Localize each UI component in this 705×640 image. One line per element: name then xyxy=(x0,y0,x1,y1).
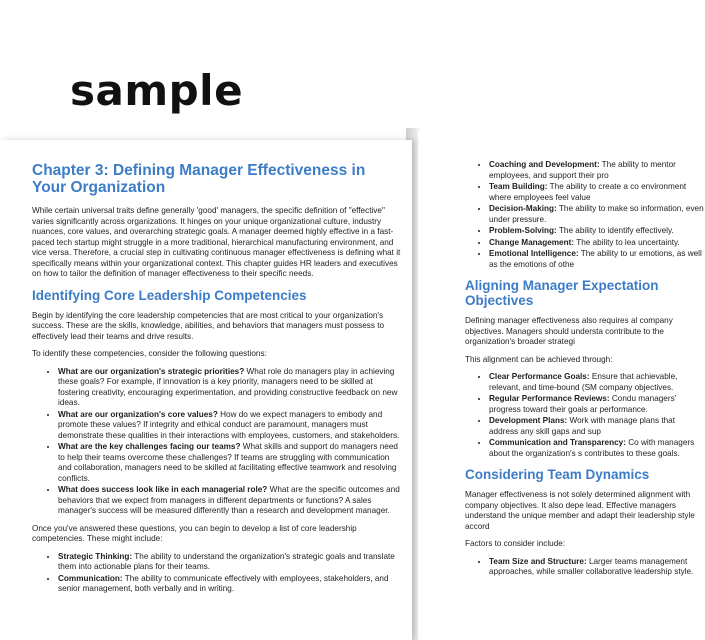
list-item: • What are our organization's core values? How do we expect managers to embody and promote these values? If integrity and ethical conduct are paramount, managers must demonstrate these qualities in their interactions with employees, customers, and stakeholders. xyxy=(58,410,402,442)
list-item: • Decision-Making: The ability to make so information, even under pressure. xyxy=(489,204,705,225)
list-item: • Strategic Thinking: The ability to understand the organization's strategic goals and translate them into actionable plans for their teams. xyxy=(58,552,402,573)
alignment-heading: Aligning Manager Expectation Objectives xyxy=(465,278,659,308)
list-item: • What are the key challenges facing our teams? What skills and support do managers need to help their teams overcome these challenges? If teams are struggling with communication and collaboration, managers need to be skilled at facilitating effective teamwork and resolving conflicts. xyxy=(58,442,402,484)
competencies-list xyxy=(32,552,402,595)
right-page xyxy=(418,130,704,640)
list-item: • Team Size and Structure: Larger teams management approaches, while smaller collaborative leadership style. xyxy=(489,557,705,578)
alignment-paragraph: Defining manager effectiveness also requires al company objectives. Managers should understa contribute to the organization's broader strategi xyxy=(465,316,673,346)
list-item: • Regular Performance Reviews: Condu managers' progress toward their goals ar performance. xyxy=(489,394,705,415)
section-heading: Identifying Core Leadership Competencies xyxy=(32,287,307,303)
competencies-list-continued xyxy=(465,160,705,270)
questions-list xyxy=(32,367,402,517)
right-page-content xyxy=(465,160,705,585)
section-paragraph: Begin by identifying the core leadership competencies that are most critical to your organization's success. These are the skills, knowledge, abilities, and behaviors that managers must possess to effectively lead their teams and drive results. xyxy=(32,310,385,341)
list-item: • What does success look like in each managerial role? What are the specific outcomes and behaviors that we expect from managers in different departments or functions? A sales manager's success will be measured differently than a research and development manager. xyxy=(58,485,402,517)
factors-list xyxy=(465,557,705,578)
left-page-content xyxy=(32,162,402,602)
team-paragraph: Manager effectiveness is not solely determined alignment with company objectives. It also depe lead. Effective managers understand the unique member and adapt their leadership style accord xyxy=(465,490,695,531)
list-item: • Emotional Intelligence: The ability to ur emotions, as well as the emotions of othe xyxy=(489,249,705,270)
left-page xyxy=(0,140,412,640)
list-item: • Clear Performance Goals: Ensure that achievable, relevant, and time-bound (SM company objectives. xyxy=(489,372,705,393)
list-intro: Once you've answered these questions, you can begin to develop a list of core leadership competencies. These might include: xyxy=(32,523,357,543)
list-item: • Change Management: The ability to lea uncertainty. xyxy=(489,238,705,249)
list-item: • Development Plans: Work with manage plans that address any skill gaps and sup xyxy=(489,416,705,437)
questions-intro: To identify these competencies, consider the following questions: xyxy=(32,349,267,358)
alignment-list xyxy=(465,372,705,459)
factors-intro: Factors to consider include: xyxy=(465,539,566,548)
chapter-title: Chapter 3: Defining Manager Effectiveness in Your Organization xyxy=(32,162,366,196)
watermark-label: sample xyxy=(70,66,244,115)
list-item: • Problem-Solving: The ability to identify effectively. xyxy=(489,226,705,237)
list-item: • Team Building: The ability to create a co environment where employees feel value xyxy=(489,182,705,203)
alignment-intro: This alignment can be achieved through: xyxy=(465,354,613,364)
list-item: • What are our organization's strategic priorities? What role do managers play in achieving these goals? For example, if innovation is a key priority, managers need to be skilled at fostering creativity, encouraging experimentation, and providing constructive feedback on new ideas. xyxy=(58,367,402,409)
team-heading: Considering Team Dynamics xyxy=(465,467,650,482)
intro-paragraph: While certain universal traits define generally 'good' managers, the specific definition of "effective" varies significantly across organizations. It hinges on your unique organizational culture, industry nuances, core values, and overarching strategic goals. A manager deemed highly effective in a fast-paced tech startup might struggle in a more traditional, hierarchical manufacturing environment, and vice versa. Therefore, a crucial step in cultivating continuous manager effectiveness is defining what it specifically means within your organizational context. This chapter guides HR leaders and executives on how to tailor the definition of manager effectiveness to their specific needs. xyxy=(32,206,401,278)
list-item: • Communication and Transparency: Co with managers about the organization's s contributes to these goals. xyxy=(489,438,705,459)
list-item: • Communication: The ability to communicate effectively with employees, stakeholders, and senior management, both verbally and in writing. xyxy=(58,574,402,595)
list-item: • Coaching and Development: The ability to mentor employees, and support their pro xyxy=(489,160,705,181)
